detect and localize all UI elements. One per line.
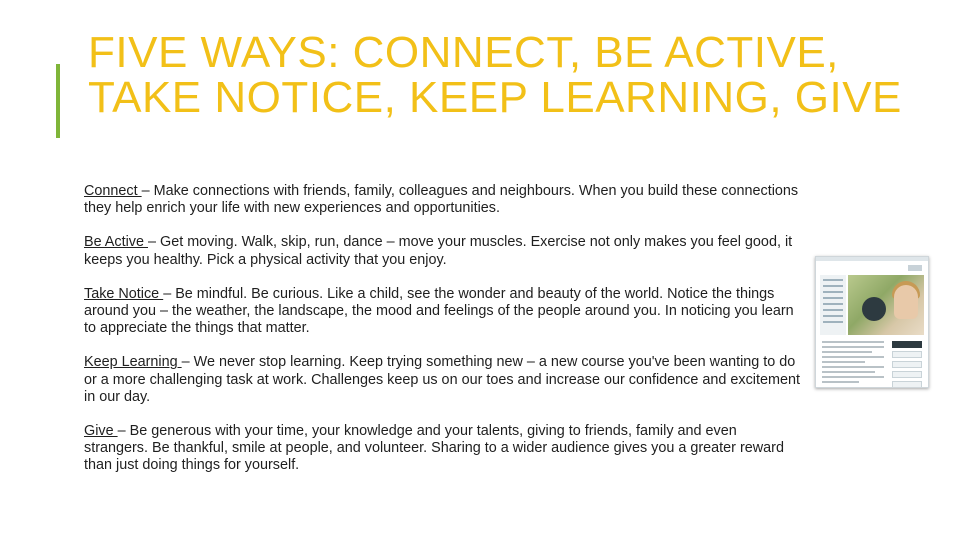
title-accent-bar xyxy=(56,64,60,138)
term-be-active: Be Active xyxy=(84,234,148,251)
term-give: Give xyxy=(84,423,118,440)
thumbnail-hero-photo xyxy=(848,275,924,335)
slide-body xyxy=(84,183,804,492)
term-keep-learning: Keep Learning xyxy=(84,354,182,371)
document-thumbnail-image xyxy=(815,256,929,388)
thumbnail-logo xyxy=(908,265,922,271)
description-be-active: – Get moving. Walk, skip, run, dance – move your muscles. Exercise not only makes you feel good, it keeps you healthy. Pick a physical activity that you enjoy. xyxy=(84,234,793,268)
term-connect: Connect xyxy=(84,183,142,199)
description-keep-learning: – We never stop learning. Keep trying something new – a new course you've been wanting to do or a more challenging task at work. Challenges keep us on our toes and increase our confidence and excitement in our day. xyxy=(84,354,800,405)
list-item-be-active xyxy=(84,234,804,268)
description-give: – Be generous with your time, your knowledge and your talents, giving to friends, family and even strangers. Be thankful, smile at people, and volunteer. Sharing to a wider audience gives you a greater reward than just doing things for yourself. xyxy=(84,423,784,474)
thumbnail-text-lines xyxy=(822,341,884,386)
thumbnail-badge-circle xyxy=(862,297,886,321)
list-item-give xyxy=(84,423,804,475)
thumbnail-buttons xyxy=(892,341,922,388)
list-item-keep-learning xyxy=(84,354,804,406)
list-item-take-notice xyxy=(84,286,804,338)
term-take-notice: Take Notice xyxy=(84,285,164,302)
description-connect: – Make connections with friends, family, colleagues and neighbours. When you build these connections they help enrich your life with new experiences and opportunities. xyxy=(84,183,799,217)
list-item-connect xyxy=(84,183,804,217)
description-take-notice: – Be mindful. Be curious. Like a child, see the wonder and beauty of the world. Notice the things around you – the weather, the landscape, the mood and feelings of the people around you. In noticing you learn to appreciate the things that matter. xyxy=(84,285,794,337)
slide-title: FIVE WAYS: CONNECT, BE ACTIVE, TAKE NOTICE, KEEP LEARNING, GIVE xyxy=(88,28,902,122)
thumbnail-sidebar xyxy=(820,275,846,335)
